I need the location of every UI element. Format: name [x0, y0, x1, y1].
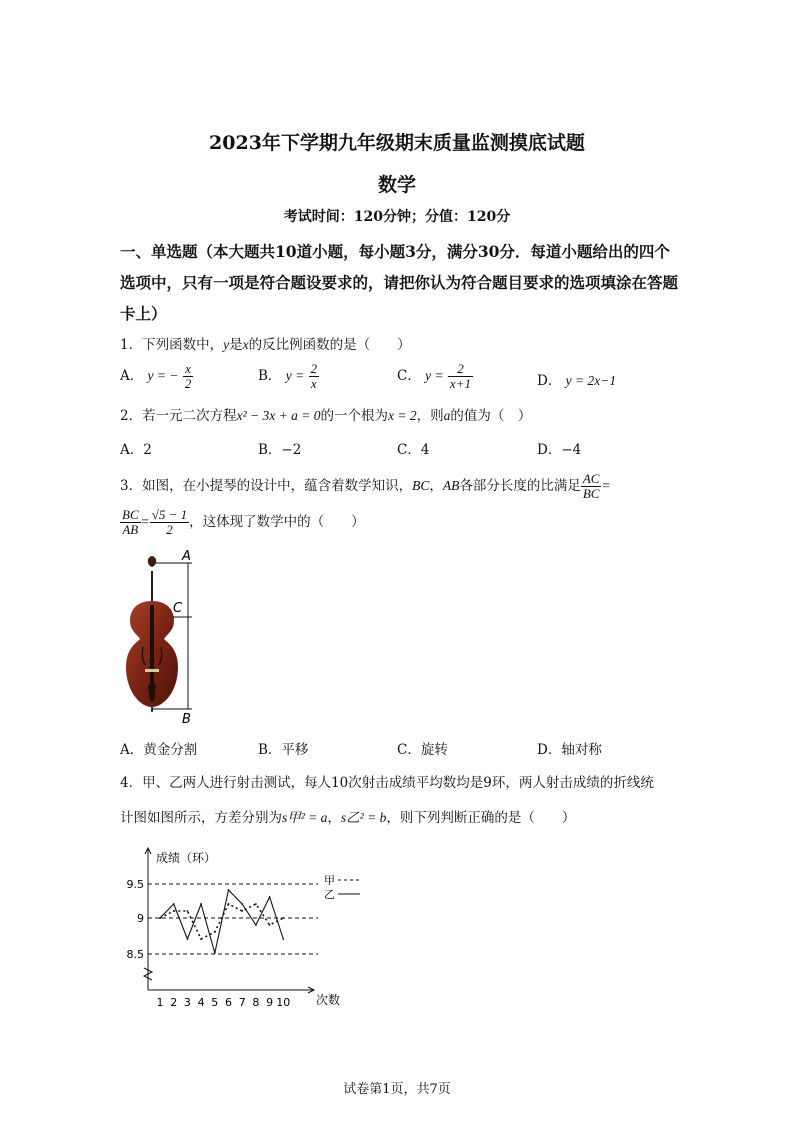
q2-option-b: [258, 438, 301, 458]
q3-option-a: [120, 738, 197, 758]
q3-fraction-golden: [150, 508, 189, 537]
question-3: [120, 472, 680, 501]
data-point: [214, 952, 216, 954]
y-tick-label: 9: [137, 912, 144, 925]
q4-text: 计图如图所示，方差分别为: [120, 810, 282, 826]
fraction-numerator: x: [183, 362, 194, 377]
data-point: [269, 924, 271, 926]
question-2: [120, 404, 531, 424]
question-4: 4．甲、乙两人进行射击测试，每人10次射击成绩平均数均是9环，两人射击成绩的折线统: [120, 775, 654, 791]
fraction-numerator: 2: [448, 362, 473, 377]
question-1: [120, 333, 411, 353]
fraction-numerator: AC: [582, 471, 600, 486]
option-value: 平移: [281, 742, 309, 758]
option-expr: y = −: [147, 368, 179, 383]
option-value: −2: [281, 442, 302, 458]
legend-label: 甲: [324, 874, 335, 887]
x-tick-label: 1: [156, 996, 164, 1009]
q1-option-c: [397, 362, 473, 391]
fraction-denominator: AB: [122, 522, 139, 537]
q4-variance-jia: s甲² = a: [282, 810, 328, 825]
x-tick-label: 10: [276, 996, 291, 1009]
data-point: [228, 889, 230, 891]
x-tick-label: 8: [252, 996, 260, 1009]
q2-text-mid: 的一个根为: [320, 408, 388, 424]
option-expr: y = 2x−1: [565, 373, 617, 388]
fraction-denominator: x: [310, 376, 317, 391]
q3-option-d: [537, 738, 602, 758]
q3-option-c: [397, 738, 448, 758]
q1-option-d: [537, 369, 616, 389]
q3-equals: =: [601, 478, 611, 493]
q1-option-a: [120, 362, 193, 391]
option-label: C．: [397, 368, 421, 384]
data-point: [228, 903, 230, 905]
q2-text: 2．若一元二次方程: [120, 408, 237, 424]
q3-fraction-ac-bc: [581, 472, 602, 501]
q3-sep: ，: [429, 478, 443, 494]
q3-text: 3．如图，在小提琴的设计中，蕴含着数学知识，: [120, 478, 413, 494]
option-label: B．: [258, 368, 282, 384]
fraction-numerator: 2: [310, 361, 317, 376]
option-fraction: [448, 362, 473, 391]
q3-segment-bc: BC: [412, 478, 430, 493]
option-expr: y =: [285, 368, 305, 383]
option-label: B．: [258, 742, 282, 758]
x-tick-label: 9: [266, 996, 274, 1009]
fraction-numerator: √5 − 1: [151, 507, 188, 522]
q2-text-post: 的值为（ ）: [450, 408, 532, 424]
y-tick-label: 8.5: [126, 948, 144, 961]
data-point: [282, 938, 284, 940]
q3-segment-ab: AB: [442, 478, 460, 493]
label-a: A: [182, 549, 191, 564]
option-label: B．: [258, 442, 282, 458]
option-value: 轴对称: [561, 742, 602, 758]
x-axis-label: 次数: [316, 993, 341, 1007]
data-point: [255, 924, 257, 926]
q3-text-mid: 各部分长度的比满足: [459, 478, 581, 494]
q3-text-post: ，这体现了数学中的（ ）: [189, 514, 365, 530]
q1-text-post: 的反比例函数的是（ ）: [248, 337, 411, 353]
x-tick-label: 3: [183, 996, 191, 1009]
option-value: 4: [420, 442, 430, 458]
data-point: [269, 896, 271, 898]
fraction-denominator: BC: [582, 486, 600, 501]
fraction-numerator: BC: [122, 507, 139, 522]
option-fraction: [309, 362, 320, 391]
q1-option-b: [258, 362, 319, 391]
data-point: [282, 917, 284, 919]
data-point: [214, 931, 216, 933]
exam-info: 考试时间：120分钟；分值：120分: [283, 209, 511, 225]
data-point: [255, 903, 257, 905]
option-label: D．: [537, 442, 562, 458]
section-heading: 一、单选题（本大题共10道小题，每小题3分，满分30分．每道小题给出的四个选项中，只有一项是符合题设要求的，请把你认为符合题目要求的选项填涂在答题卡上）: [120, 242, 679, 323]
data-point: [241, 903, 243, 905]
option-label: C．: [397, 742, 421, 758]
option-label: C．: [397, 442, 421, 458]
option-value: −4: [561, 442, 582, 458]
q1-text: 1．下列函数中，: [120, 337, 224, 353]
q2-equation: x² − 3x + a = 0: [236, 408, 321, 423]
exam-title: 2023年下学期九年级期末质量监测摸底试题: [209, 132, 585, 154]
option-value: 旋转: [420, 742, 448, 758]
label-b: B: [182, 712, 191, 727]
q3-fraction-bc-ab: [120, 508, 141, 537]
data-point: [159, 917, 161, 919]
page-footer: 试卷第1页，共7页: [343, 1082, 451, 1097]
x-tick-label: 7: [238, 996, 246, 1009]
q2-option-a: [120, 438, 152, 458]
q3-option-b: [258, 738, 308, 758]
question-4-line2: [120, 806, 575, 826]
x-tick-label: 5: [211, 996, 219, 1009]
score-line-chart: [118, 840, 368, 1015]
data-point: [173, 910, 175, 912]
data-point: [200, 938, 202, 940]
option-expr: y =: [425, 368, 444, 383]
q2-option-d: [537, 438, 581, 458]
axis-break: [144, 968, 152, 980]
data-point: [187, 938, 189, 940]
series-line-yi: [160, 890, 283, 953]
q1-var-x: x: [242, 337, 249, 352]
fraction-denominator: 2: [184, 376, 192, 391]
q4-text-post: ，则下列判断正确的是（ ）: [386, 810, 576, 826]
x-tick-label: 6: [225, 996, 232, 1009]
data-point: [187, 910, 189, 912]
data-point: [173, 903, 175, 905]
fraction-denominator: x+1: [449, 376, 471, 391]
q2-var-a: a: [443, 408, 451, 423]
q2-text-mid2: ，则: [416, 408, 444, 424]
option-label: A．: [120, 442, 144, 458]
q1-var-y: y: [223, 337, 230, 352]
data-point: [200, 903, 202, 905]
x-tick-label: 4: [197, 996, 205, 1009]
q4-variance-yi: s乙² = b: [340, 810, 387, 825]
option-label: A．: [120, 742, 144, 758]
option-value: 2: [143, 442, 152, 458]
fraction-denominator: 2: [166, 522, 173, 537]
violin-figure: [112, 545, 202, 727]
q1-text-mid: 是: [229, 337, 243, 353]
data-point: [241, 910, 243, 912]
q4-sep: ，: [327, 810, 341, 826]
subject-title: 数学: [377, 174, 416, 196]
question-3-line2: [120, 508, 365, 537]
q2-option-c: [397, 438, 429, 458]
q3-equals: =: [140, 514, 150, 529]
option-value: 黄金分割: [143, 742, 198, 758]
violin-image: [126, 556, 178, 712]
label-c: C: [173, 601, 183, 616]
option-label: D．: [537, 742, 562, 758]
q2-root: x = 2: [387, 408, 417, 423]
legend-label: 乙: [324, 888, 335, 901]
x-tick-label: 2: [170, 996, 178, 1009]
y-axis-label: 成绩（环）: [156, 851, 217, 865]
option-label: D．: [537, 373, 562, 389]
option-fraction: [183, 362, 194, 391]
option-label: A．: [120, 368, 144, 384]
y-tick-label: 9.5: [126, 878, 144, 891]
